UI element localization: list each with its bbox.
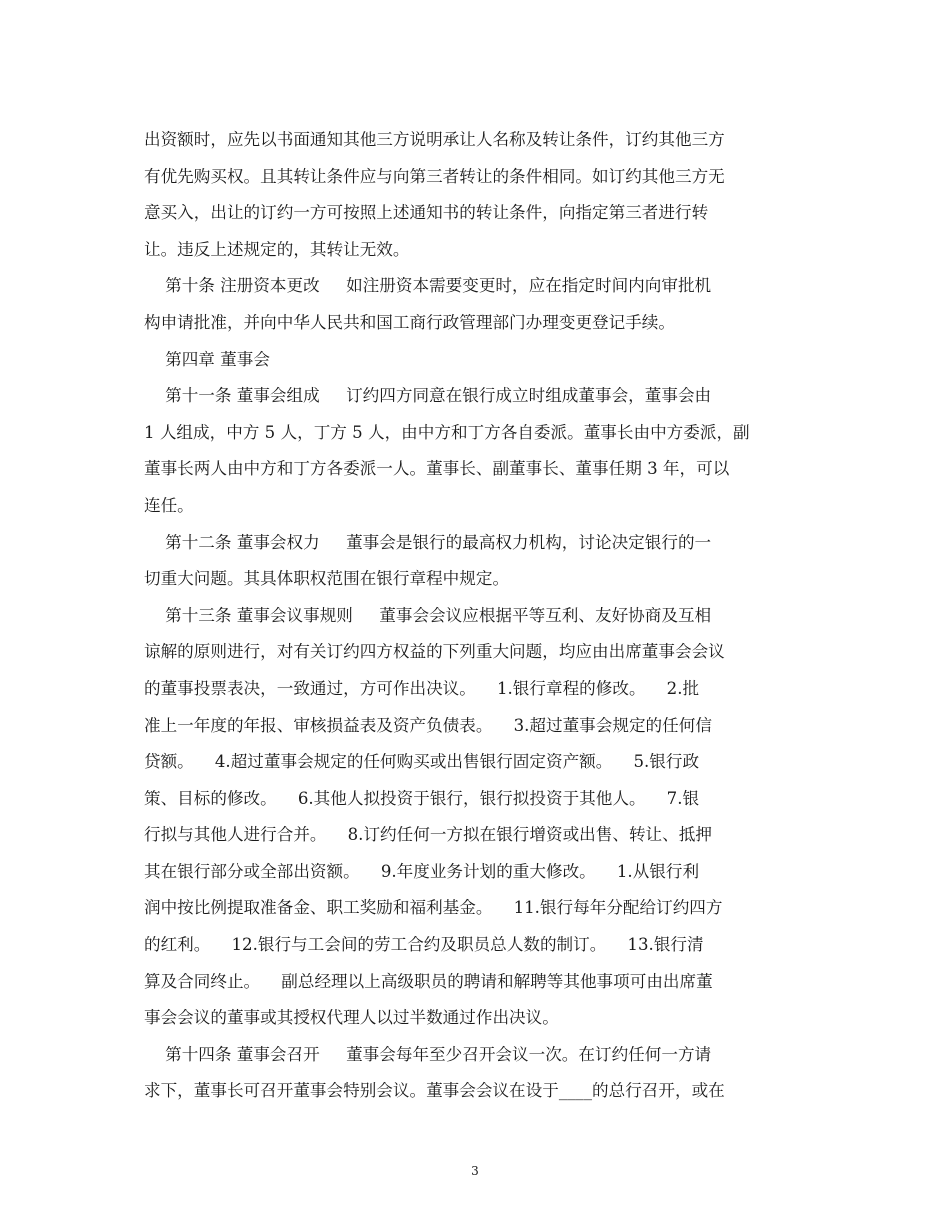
text-line: 让。违反上述规定的，其转让无效。 bbox=[144, 239, 410, 259]
text-line: 连任。 bbox=[144, 495, 194, 515]
text-line: 的董事投票表决，一致通过，方可作出决议。 1.银行章程的修改。 2.批 bbox=[144, 678, 700, 698]
text-line: 第十条 注册资本更改 如注册资本需要变更时，应在指定时间内向审批机 bbox=[144, 276, 712, 296]
text-line: 1 人组成，中方 5 人，丁方 5 人，由中方和丁方各自委派。董事长由中方委派，副 bbox=[144, 422, 750, 442]
text-line: 事会会议的董事或其授权代理人以过半数通过作出决议。 bbox=[144, 1008, 559, 1028]
text-line: 第十一条 董事会组成 订约四方同意在银行成立时组成董事会，董事会由 bbox=[144, 386, 712, 406]
document-body bbox=[144, 122, 808, 1110]
text-line: 出资额时，应先以书面通知其他三方说明承让人名称及转让条件，订约其他三方 bbox=[144, 130, 725, 149]
text-line: 意买入，出让的订约一方可按照上述通知书的转让条件，向指定第三者进行转 bbox=[144, 203, 709, 223]
text-line: 第十四条 董事会召开 董事会每年至少召开会议一次。在订约任何一方请 bbox=[144, 1044, 712, 1064]
text-line: 切重大问题。其具体职权范围在银行章程中规定。 bbox=[144, 569, 510, 589]
text-line: 润中按比例提取准备金、职工奖励和福利基金。 11.银行每年分配给订约四方 bbox=[144, 898, 723, 918]
text-line: 有优先购买权。且其转让条件应与向第三者转让的条件相同。如订约其他三方无 bbox=[144, 166, 725, 186]
text-line: 贷额。 4.超过董事会规定的任何购买或出售银行固定资产额。 5.银行政 bbox=[144, 752, 700, 772]
text-line: 行拟与其他人进行合并。 8.订约任何一方拟在银行增资或出售、转让、抵押 bbox=[144, 825, 712, 845]
text-line: 算及合同终止。 副总经理以上高级职员的聘请和解聘等其他事项可由出席董 bbox=[144, 971, 713, 991]
text-line: 构申请批准，并向中华人民共和国工商行政管理部门办理变更登记手续。 bbox=[144, 312, 675, 332]
text-line: 准上一年度的年报、审核损益表及资产负债表。 3.超过董事会规定的任何信 bbox=[144, 715, 712, 735]
text-line: 的红利。 12.银行与工会间的劳工合约及职员总人数的制订。 13.银行清 bbox=[144, 935, 704, 955]
text-line: 第十三条 董事会议事规则 董事会会议应根据平等互利、友好协商及互相 bbox=[144, 605, 712, 625]
page-number: 3 bbox=[471, 1164, 479, 1178]
text-line: 谅解的原则进行，对有关订约四方权益的下列重大问题，均应由出席董事会会议 bbox=[144, 642, 725, 662]
text-line: 其在银行部分或全部出资额。 9.年度业务计划的重大修改。 1.从银行利 bbox=[144, 861, 700, 881]
text-line: 策、目标的修改。 6.其他人拟投资于银行，银行拟投资于其他人。 7.银 bbox=[144, 788, 700, 808]
text-line: 求下，董事长可召开董事会特别会议。董事会会议在设于____的总行召开，或在 bbox=[144, 1081, 725, 1101]
text-line: 董事长两人由中方和丁方各委派一人。董事长、副董事长、董事任期 3 年，可以 bbox=[144, 459, 730, 479]
text-line: 第十二条 董事会权力 董事会是银行的最高权力机构，讨论决定银行的一 bbox=[144, 532, 712, 552]
chapter-heading: 第四章 董事会 bbox=[144, 349, 270, 369]
